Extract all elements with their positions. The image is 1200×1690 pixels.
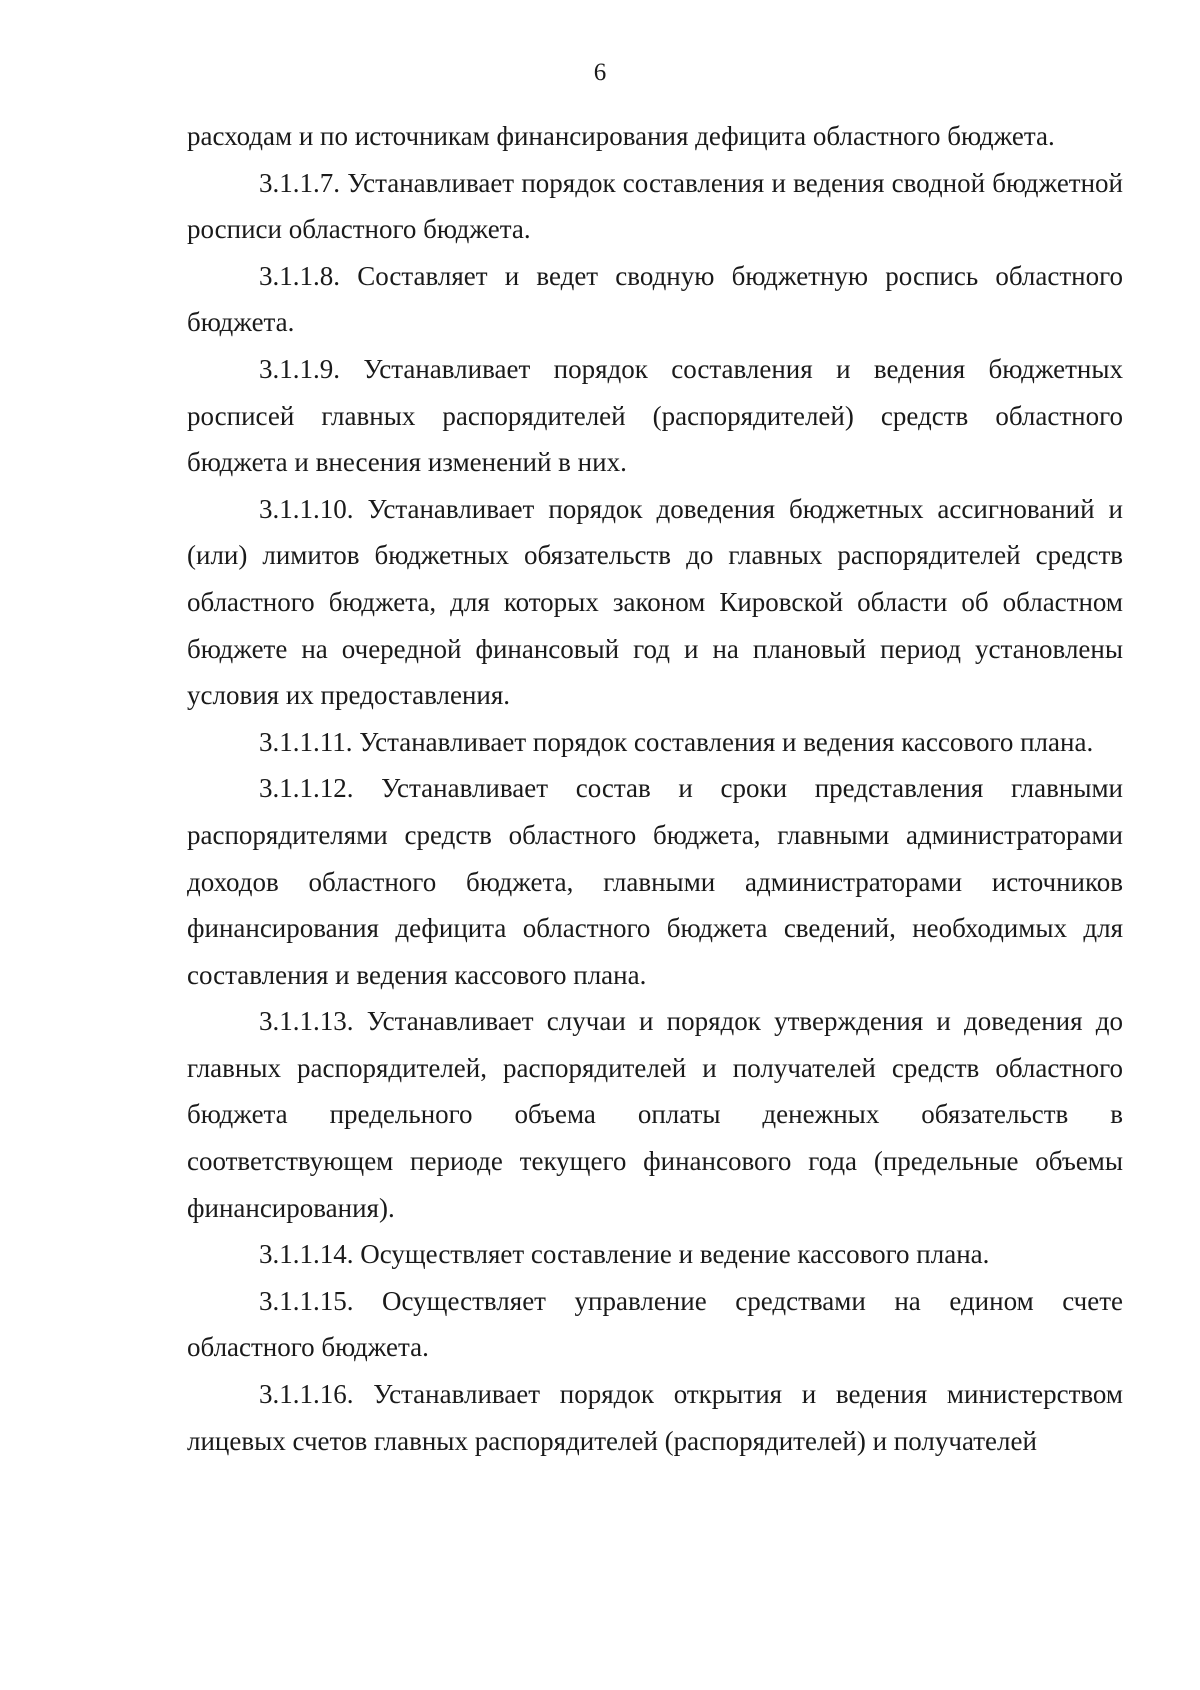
paragraph-3-1-1-15: 3.1.1.15. Осуществляет управление средствами на едином счете областного бюджета. — [187, 1285, 1123, 1363]
paragraph-3-1-1-11: 3.1.1.11. Устанавливает порядок составления и ведения кассового плана. — [259, 726, 1094, 757]
page-number: 6 — [593, 59, 607, 86]
paragraph-3-1-1-13: 3.1.1.13. Устанавливает случаи и порядок утверждения и доведения до главных распорядителей, распорядителей и получателей средств областного бюджета предельного объема оплаты денежных обязательств в соответствующем периоде текущего финансового года (предельные объемы финансирования). — [187, 1006, 1123, 1223]
paragraph-continuation: расходам и по источникам финансирования дефицита областного бюджета. — [187, 121, 1055, 151]
paragraph-3-1-1-7: 3.1.1.7. Устанавливает порядок составления и ведения сводной бюджетной росписи областного бюджета. — [187, 167, 1123, 245]
paragraph-3-1-1-12: 3.1.1.12. Устанавливает состав и сроки представления главными распорядителями средств областного бюджета, главными администраторами доходов областного бюджета, главными администраторами источников финансирования дефицита областного бюджета сведений, необходимых для составления и ведения кассового плана. — [187, 773, 1123, 990]
paragraph-3-1-1-8: 3.1.1.8. Составляет и ведет сводную бюджетную роспись областного бюджета. — [187, 260, 1123, 338]
paragraph-3-1-1-16: 3.1.1.16. Устанавливает порядок открытия и ведения министерством лицевых счетов главных распорядителей (распорядителей) и получателей — [187, 1379, 1123, 1456]
paragraph-3-1-1-9: 3.1.1.9. Устанавливает порядок составления и ведения бюджетных росписей главных распорядителей (распорядителей) средств областного бюджета и внесения изменений в них. — [187, 353, 1123, 478]
document-body — [187, 113, 1123, 1464]
paragraph-3-1-1-14: 3.1.1.14. Осуществляет составление и ведение кассового плана. — [259, 1239, 990, 1270]
paragraph-3-1-1-10: 3.1.1.10. Устанавливает порядок доведения бюджетных ассигнований и (или) лимитов бюджетных обязательств до главных распорядителей средств областного бюджета, для которых законом Кировской области об областном бюджете на очередной финансовый год и на плановый период установлены условия их предоставления. — [187, 493, 1123, 711]
